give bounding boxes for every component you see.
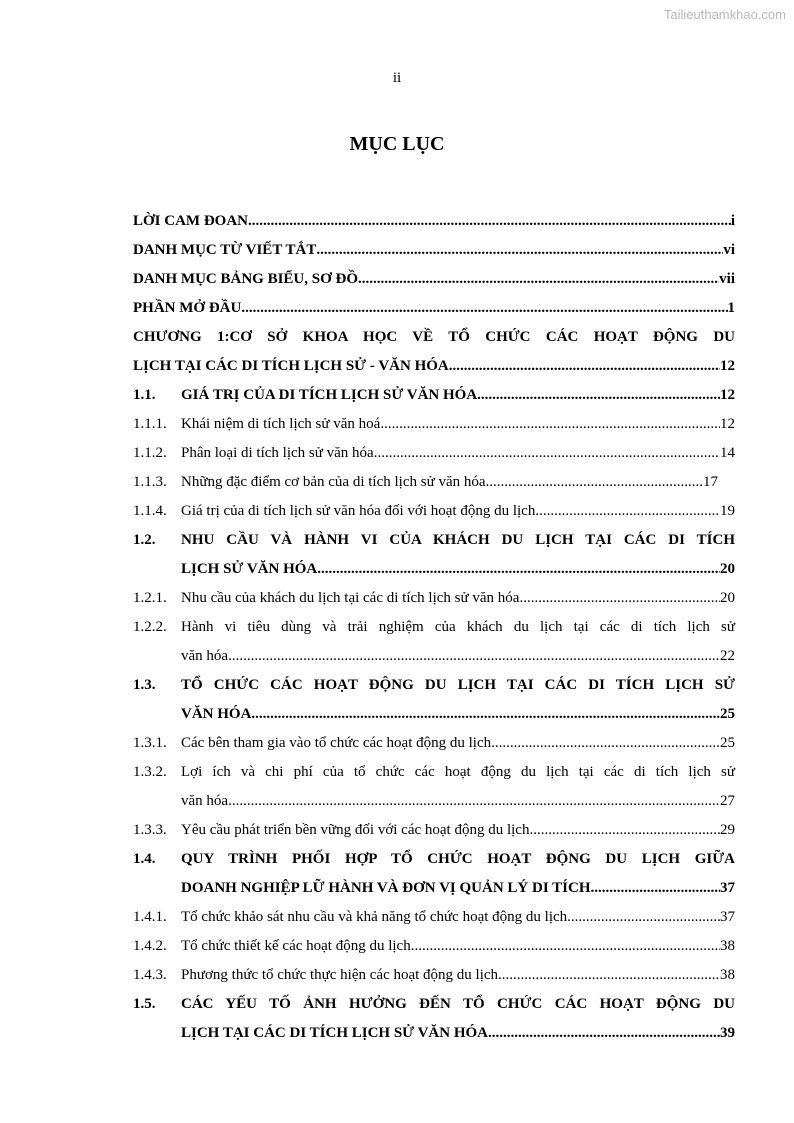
leader-dots (251, 700, 720, 729)
toc-entry-text-line2: LỊCH TẠI CÁC DI TÍCH LỊCH SỬ - VĂN HÓA (133, 358, 449, 374)
toc-entry-page: 14 (720, 445, 735, 461)
toc-entry-1-2-2[interactable] (133, 613, 735, 671)
toc-entry-page: 25 (720, 735, 735, 751)
toc-entry-text: Tổ chức thiết kế các hoạt động du lịch (181, 938, 411, 954)
toc-entry-1-3-3[interactable] (133, 816, 735, 845)
toc-entry-1-4[interactable] (133, 845, 735, 903)
leader-dots (411, 932, 720, 961)
toc-entry-text-line1: Hành vi tiêu dùng và trải nghiệm của khách du lịch tại các di tích lịch sử (181, 619, 735, 635)
toc-entry-danh-muc-bang-bieu[interactable] (133, 265, 735, 294)
toc-entry-text-line2: DOANH NGHIỆP LỮ HÀNH VÀ ĐƠN VỊ QUẢN LÝ DI TÍCH (181, 880, 591, 896)
toc-entry-1-1-2[interactable] (133, 439, 735, 468)
leader-dots (358, 265, 719, 294)
toc-entry-text-line1: CHƯƠNG 1:CƠ SỞ KHOA HỌC VỀ TỔ CHỨC CÁC HOẠT ĐỘNG DU (133, 329, 735, 345)
toc-entry-page: 29 (720, 822, 735, 838)
toc-entry-page: 25 (720, 706, 735, 722)
toc-entry-chuong-1[interactable] (133, 323, 735, 381)
toc-entry-number: 1.4.1. (133, 909, 167, 925)
toc-entry-text: Nhu cầu của khách du lịch tại các di tích lịch sử văn hóa (181, 590, 520, 606)
toc-entry-page: 37 (720, 909, 735, 925)
toc-entry-page: 12 (720, 387, 735, 403)
toc-entry-text: Phương thức tổ chức thực hiện các hoạt động du lịch (181, 967, 499, 983)
toc-entry-number: 1.3.3. (133, 822, 167, 838)
leader-dots (316, 236, 723, 265)
toc-entry-page: 1 (727, 300, 735, 316)
toc-entry-number: 1.4.2. (133, 938, 167, 954)
toc-entry-text-line2: VĂN HÓA (181, 706, 252, 722)
toc-entry-number: 1.1.3. (133, 474, 167, 490)
toc-entry-page: vii (719, 271, 735, 287)
toc-entry-phan-mo-dau[interactable] (133, 294, 735, 323)
leader-dots (486, 468, 703, 497)
toc-entry-page: 22 (720, 648, 735, 664)
toc-entry-text: Khái niệm di tích lịch sử văn hoá (181, 416, 381, 432)
toc-entry-danh-muc-tu-viet-tat[interactable] (133, 236, 735, 265)
toc-entry-text: Các bên tham gia vào tổ chức các hoạt động du lịch (181, 735, 492, 751)
toc-entry-1-5[interactable] (133, 990, 735, 1048)
toc-entry-number: 1.3.2. (133, 764, 167, 780)
toc-entry-text-line2: LỊCH TẠI CÁC DI TÍCH LỊCH SỬ VĂN HÓA (181, 1025, 489, 1041)
toc-entry-page: 19 (720, 503, 735, 519)
toc-entry-text-line2: văn hóa (181, 648, 229, 664)
toc-entry-text: LỜI CAM ĐOAN (133, 213, 248, 229)
toc-entry-text-line2: văn hóa (181, 793, 229, 809)
toc-entry-number: 1.2.1. (133, 590, 167, 606)
leader-dots (488, 1019, 720, 1048)
toc-entry-page: 38 (720, 967, 735, 983)
leader-dots (591, 874, 721, 903)
toc-entry-page: i (730, 213, 735, 229)
toc-entry-1-1-3[interactable] (133, 468, 718, 497)
watermark: Tailieuthamkhao.com (663, 7, 786, 22)
toc-entry-page: 17 (703, 474, 718, 490)
toc-entry-text: PHẦN MỞ ĐẦU (133, 300, 242, 316)
leader-dots (535, 497, 720, 526)
toc-entry-1-3-1[interactable] (133, 729, 735, 758)
toc-entry-1-2[interactable] (133, 526, 735, 584)
toc-entry-1-3[interactable] (133, 671, 735, 729)
toc-entry-text-line1: QUY TRÌNH PHỐI HỢP TỔ CHỨC HOẠT ĐỘNG DU LỊCH GIỮA (181, 851, 735, 867)
toc-entry-loi-cam-doan[interactable] (133, 207, 735, 236)
toc-entry-1-1-1[interactable] (133, 410, 735, 439)
toc-entry-text: DANH MỤC TỪ VIẾT TẮT (133, 242, 317, 258)
toc-entry-text: Những đặc điểm cơ bản của di tích lịch sử văn hóa (181, 474, 486, 490)
leader-dots (380, 410, 720, 439)
toc-entry-page: 20 (720, 561, 735, 577)
toc-entry-number: 1.1.4. (133, 503, 167, 519)
toc-entry-number: 1.1.1. (133, 416, 167, 432)
toc-entry-number: 1.2.2. (133, 619, 167, 635)
toc-entry-page: 37 (720, 880, 735, 896)
toc-entry-page: 38 (720, 938, 735, 954)
toc-entry-page: 12 (720, 416, 735, 432)
table-of-contents (133, 207, 735, 1048)
toc-entry-text-line1: Lợi ích và chi phí của tổ chức các hoạt động du lịch tại các di tích lịch sử (181, 764, 735, 780)
toc-entry-text: Yêu cầu phát triển bền vững đối với các hoạt động du lịch (181, 822, 530, 838)
toc-entry-1-3-2[interactable] (133, 758, 735, 816)
toc-entry-text-line1: TỔ CHỨC CÁC HOẠT ĐỘNG DU LỊCH TẠI CÁC DI TÍCH LỊCH SỬ (181, 677, 735, 693)
toc-entry-page: 39 (720, 1025, 735, 1041)
toc-entry-text: GIÁ TRỊ CỦA DI TÍCH LỊCH SỬ VĂN HÓA (181, 387, 478, 403)
leader-dots (248, 207, 731, 236)
toc-entry-text-line1: CÁC YẾU TỐ ẢNH HƯỞNG ĐẾN TỔ CHỨC CÁC HOẠT ĐỘNG DU (181, 996, 735, 1012)
toc-entry-number: 1.1. (133, 387, 156, 403)
leader-dots (498, 961, 720, 990)
toc-entry-number: 1.2. (133, 532, 156, 548)
toc-entry-text: Phân loại di tích lịch sử văn hóa (181, 445, 374, 461)
toc-entry-text: Tổ chức khảo sát nhu cầu và khả năng tổ chức hoạt động du lịch (181, 909, 568, 925)
leader-dots (317, 555, 720, 584)
toc-entry-number: 1.3. (133, 677, 156, 693)
toc-entry-1-1[interactable] (133, 381, 735, 410)
leader-dots (228, 787, 720, 816)
toc-entry-number: 1.3.1. (133, 735, 167, 751)
leader-dots (491, 729, 720, 758)
toc-entry-1-2-1[interactable] (133, 584, 735, 613)
toc-entry-1-4-3[interactable] (133, 961, 735, 990)
toc-entry-number: 1.4.3. (133, 967, 167, 983)
toc-entry-1-4-1[interactable] (133, 903, 735, 932)
toc-entry-text: DANH MỤC BẢNG BIỂU, SƠ ĐỒ (133, 271, 359, 287)
toc-entry-page: vi (723, 242, 735, 258)
leader-dots (477, 381, 720, 410)
toc-entry-number: 1.4. (133, 851, 156, 867)
toc-entry-number: 1.1.2. (133, 445, 167, 461)
page-number: ii (392, 70, 402, 86)
toc-entry-page: 27 (720, 793, 735, 809)
toc-title: MỤC LỤC (349, 133, 445, 155)
toc-entry-page: 12 (720, 358, 735, 374)
leader-dots (449, 352, 720, 381)
leader-dots (241, 294, 727, 323)
toc-entry-text: Giá trị của di tích lịch sử văn hóa đối với hoạt động du lịch (181, 503, 536, 519)
leader-dots (529, 816, 720, 845)
leader-dots (374, 439, 720, 468)
leader-dots (567, 903, 720, 932)
toc-entry-1-1-4[interactable] (133, 497, 735, 526)
toc-entry-page: 20 (720, 590, 735, 606)
leader-dots (228, 642, 720, 671)
toc-entry-1-4-2[interactable] (133, 932, 735, 961)
leader-dots (519, 584, 720, 613)
toc-entry-text-line2: LỊCH SỬ VĂN HÓA (181, 561, 318, 577)
toc-entry-number: 1.5. (133, 996, 156, 1012)
toc-entry-text-line1: NHU CẦU VÀ HÀNH VI CỦA KHÁCH DU LỊCH TẠI CÁC DI TÍCH (181, 532, 735, 548)
